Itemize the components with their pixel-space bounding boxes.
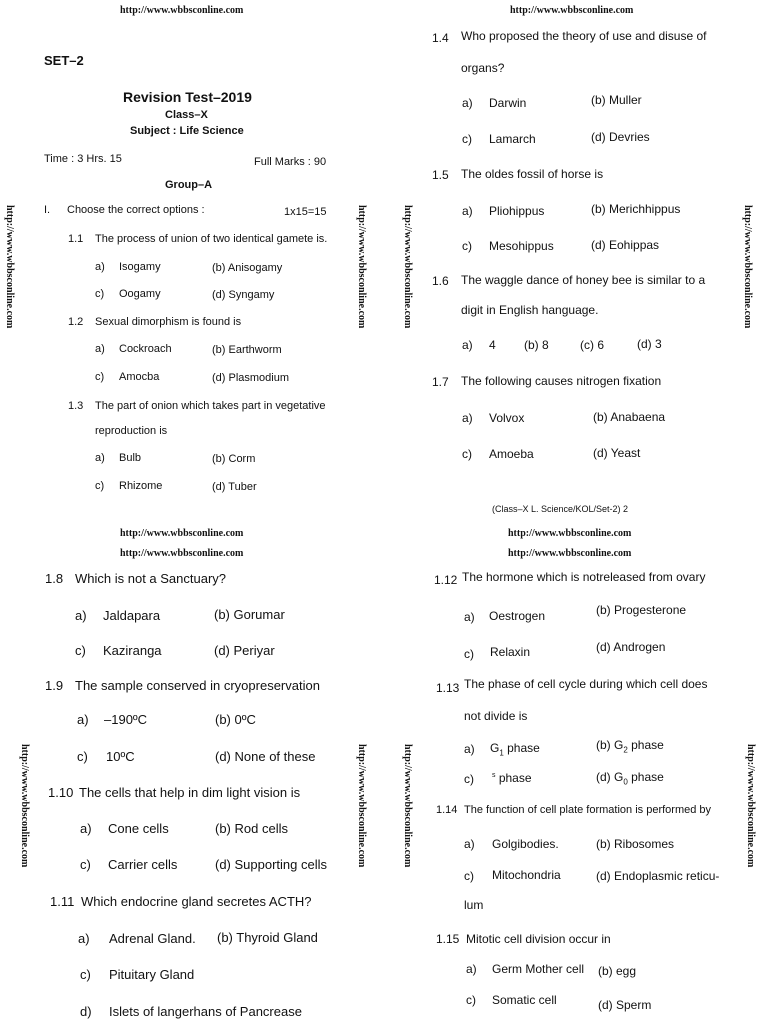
option-b-suffix: phase (627, 738, 664, 752)
option-a[interactable]: Darwin (489, 96, 527, 110)
option-d[interactable]: Islets of langerhans of Pancrease (109, 1004, 302, 1019)
question-number: 1.1 (68, 233, 84, 245)
option-c[interactable] (492, 771, 532, 785)
option-a[interactable]: Oestrogen (489, 609, 546, 623)
question-text: Which is not a Sanctuary? (75, 571, 227, 586)
vertical-website-url: http://www.wbbsconline.com (356, 744, 367, 868)
question-number: 1.10 (48, 785, 74, 800)
option-label: a) (95, 261, 105, 273)
option-a[interactable]: Jaldapara (103, 608, 161, 623)
question-number: 1.8 (45, 571, 64, 586)
option-c-suffix: phase (495, 771, 532, 785)
option-c[interactable]: Amocba (119, 371, 160, 383)
option-label: c) (95, 371, 105, 383)
marks-scheme: 1x15=15 (284, 206, 327, 218)
option-label: a) (95, 452, 105, 464)
option-b[interactable] (596, 738, 664, 754)
question-text: Sexual dimorphism is found is (95, 316, 242, 328)
option-a-text: G (490, 741, 500, 755)
full-marks: Full Marks : 90 (254, 156, 327, 168)
exam-time: Time : 3 Hrs. 15 (44, 153, 122, 165)
option-d[interactable] (596, 770, 664, 786)
option-d[interactable]: (d) Periyar (214, 643, 275, 658)
option-label: c) (464, 869, 474, 883)
option-label: a) (78, 931, 90, 946)
question-text: Who proposed the theory of use and disuse of (461, 29, 707, 43)
option-c[interactable]: Relaxin (490, 645, 531, 659)
question-text: The sample conserved in cryopreservation (75, 678, 320, 693)
option-a[interactable]: 4 (489, 338, 496, 352)
page-bottom-left (0, 524, 384, 1024)
exam-title: Revision Test–2019 (123, 89, 252, 105)
question-number: 1.3 (68, 400, 84, 412)
option-d-suffix: phase (627, 770, 664, 784)
option-a[interactable]: Bulb (119, 452, 142, 464)
option-a[interactable]: Volvox (489, 411, 525, 425)
website-url[interactable]: http://www.wbbsconline.com (120, 548, 244, 559)
option-label: c) (77, 749, 88, 764)
question-text: The cells that help in dim light vision is (79, 785, 301, 800)
website-url[interactable]: http://www.wbbsconline.com (508, 528, 632, 539)
option-b[interactable]: (b) 0ºC (215, 712, 256, 727)
question-text: The part of onion which takes part in vegetative (95, 400, 326, 412)
exam-class: Class–X (165, 109, 208, 121)
option-label: a) (75, 608, 87, 623)
question-text: The waggle dance of honey bee is similar to a (461, 273, 706, 287)
website-url[interactable]: http://www.wbbsconline.com (120, 5, 244, 16)
question-text: The function of cell plate formation is performed by (464, 804, 712, 816)
option-label: c) (95, 480, 105, 492)
page-top-right (384, 0, 768, 520)
option-label: c) (462, 239, 472, 253)
option-d-cont: lum (464, 898, 484, 912)
exam-subject: Subject : Life Science (130, 125, 244, 137)
question-text: The oldes fossil of horse is (461, 167, 604, 181)
question-text: Which endocrine gland secretes ACTH? (81, 894, 312, 909)
question-text: Mitotic cell division occur in (466, 932, 611, 946)
footer-code: (Class–X L. Science/KOL/Set-2) 2 (492, 504, 629, 514)
option-c[interactable]: Somatic cell (492, 993, 557, 1007)
option-d[interactable]: (d) Supporting cells (215, 857, 327, 872)
question-number: 1.2 (68, 316, 84, 328)
website-url[interactable]: http://www.wbbsconline.com (508, 548, 632, 559)
option-a[interactable]: Pliohippus (489, 204, 545, 218)
option-c[interactable]: Mesohippus (489, 239, 554, 253)
question-number: 1.14 (436, 804, 458, 816)
option-a[interactable]: Golgibodies. (492, 837, 559, 851)
option-c[interactable]: 10ºC (106, 749, 135, 764)
option-a[interactable]: Isogamy (119, 261, 161, 273)
option-d[interactable]: (d) None of these (215, 749, 316, 764)
option-b[interactable]: (b) Merichhippus (591, 202, 681, 216)
option-d[interactable]: (d) 3 (637, 337, 662, 351)
option-d[interactable]: (d) Devries (591, 130, 650, 144)
option-a[interactable]: Cockroach (119, 343, 172, 355)
option-c[interactable]: Kaziranga (103, 643, 162, 658)
page-bottom-right (384, 524, 768, 1024)
option-d[interactable]: (d) Endoplasmic reticu- (596, 869, 720, 883)
option-label: a) (462, 96, 473, 110)
question-text-cont: not divide is (464, 709, 528, 723)
option-c[interactable]: Carrier cells (108, 857, 178, 872)
question-text: The process of union of two identical gamete is. (95, 233, 328, 245)
option-d[interactable]: (d) Eohippas (591, 238, 660, 252)
option-b[interactable]: (b) egg (598, 964, 637, 978)
option-b[interactable]: (b) Rod cells (215, 821, 288, 836)
option-b[interactable]: (b) 8 (524, 338, 549, 352)
instruction-text: Choose the correct options : (67, 204, 205, 216)
option-label: a) (462, 338, 473, 352)
option-label: c) (462, 447, 472, 461)
option-a[interactable]: Germ Mother cell (492, 962, 585, 976)
vertical-website-url: http://www.wbbsconline.com (402, 744, 413, 868)
option-a[interactable]: Cone cells (108, 821, 169, 836)
option-a[interactable]: –190ºC (104, 712, 148, 727)
question-text: The phase of cell cycle during which cell does (464, 677, 708, 691)
question-number: 1.12 (434, 573, 458, 587)
website-url[interactable]: http://www.wbbsconline.com (510, 5, 634, 16)
option-label: c) (466, 993, 476, 1007)
option-label: c) (95, 288, 105, 300)
option-c[interactable]: Lamarch (489, 132, 536, 146)
option-label: a) (462, 204, 473, 218)
question-text: The following causes nitrogen fixation (461, 374, 662, 388)
option-label: c) (80, 857, 91, 872)
question-text-cont: reproduction is (95, 425, 168, 437)
question-number: 1.7 (432, 375, 449, 389)
question-text-cont: organs? (461, 61, 505, 75)
option-b-subscript: 2 (623, 745, 628, 755)
vertical-website-url: http://www.wbbsconline.com (356, 205, 367, 329)
option-b-text: (b) G (596, 738, 624, 752)
vertical-website-url: http://www.wbbsconline.com (4, 205, 15, 329)
option-d[interactable]: (d) Yeast (593, 446, 641, 460)
option-label: a) (464, 742, 475, 756)
option-c[interactable]: Rhizome (119, 480, 163, 492)
option-label: d) (80, 1004, 92, 1019)
option-label: a) (462, 411, 473, 425)
option-label: a) (464, 610, 475, 624)
option-d[interactable]: (d) Plasmodium (212, 372, 290, 384)
option-label: c) (464, 772, 474, 786)
vertical-website-url: http://www.wbbsconline.com (402, 205, 413, 329)
option-a[interactable] (490, 741, 540, 757)
option-label: c) (462, 132, 472, 146)
option-a-subscript: 1 (499, 748, 504, 758)
question-number: 1.15 (436, 932, 460, 946)
option-b[interactable]: (b) Gorumar (214, 607, 285, 622)
option-label: c) (80, 967, 91, 982)
option-b[interactable]: (b) Thyroid Gland (217, 930, 318, 945)
option-d-text: (d) G (596, 770, 624, 784)
option-b[interactable]: (b) Corm (212, 453, 256, 465)
set-number: SET–2 (44, 53, 84, 68)
option-c[interactable]: Amoeba (489, 447, 534, 461)
vertical-website-url: http://www.wbbsconline.com (19, 744, 30, 868)
option-label: a) (80, 821, 92, 836)
option-label: c) (464, 647, 474, 661)
question-number: 1.11 (50, 894, 75, 909)
group-heading: Group–A (165, 179, 213, 191)
vertical-website-url: http://www.wbbsconline.com (742, 205, 753, 329)
option-b[interactable]: (b) Earthworm (212, 344, 282, 356)
option-c[interactable]: Mitochondria (492, 868, 561, 882)
question-number: 1.9 (45, 678, 64, 693)
option-a[interactable]: Adrenal Gland. (109, 931, 196, 946)
option-b[interactable]: (b) Muller (591, 93, 642, 107)
option-d[interactable]: (d) Androgen (596, 640, 666, 654)
option-b[interactable]: (b) Progesterone (596, 603, 687, 617)
option-c[interactable]: Oogamy (119, 288, 161, 300)
option-b[interactable]: (b) Ribosomes (596, 837, 675, 851)
option-c[interactable]: (c) 6 (580, 338, 604, 352)
option-b[interactable]: (b) Anisogamy (212, 262, 283, 274)
question-number: 1.4 (432, 31, 449, 45)
option-d[interactable]: (d) Sperm (598, 998, 652, 1012)
question-number: 1.13 (436, 681, 460, 695)
option-b[interactable]: (b) Anabaena (593, 410, 666, 424)
option-d-subscript: 0 (623, 777, 628, 787)
option-label: a) (95, 343, 105, 355)
option-d[interactable]: (d) Tuber (212, 481, 257, 493)
question-number: 1.6 (432, 274, 449, 288)
question-text-cont: digit in English hanguage. (461, 303, 599, 317)
question-number: 1.5 (432, 168, 449, 182)
option-a-suffix: phase (503, 741, 540, 755)
option-c[interactable]: Pituitary Gland (109, 967, 195, 982)
option-label: a) (464, 837, 475, 851)
question-text: The hormone which is notreleased from ovary (462, 570, 706, 584)
page-top-left (0, 0, 384, 520)
option-label: a) (466, 962, 477, 976)
option-d[interactable]: (d) Syngamy (212, 289, 275, 301)
option-label: a) (77, 712, 89, 727)
website-url[interactable]: http://www.wbbsconline.com (120, 528, 244, 539)
option-label: c) (75, 643, 86, 658)
option-c-text: s (492, 772, 496, 779)
section-number: I. (44, 204, 51, 216)
vertical-website-url: http://www.wbbsconline.com (745, 744, 756, 868)
